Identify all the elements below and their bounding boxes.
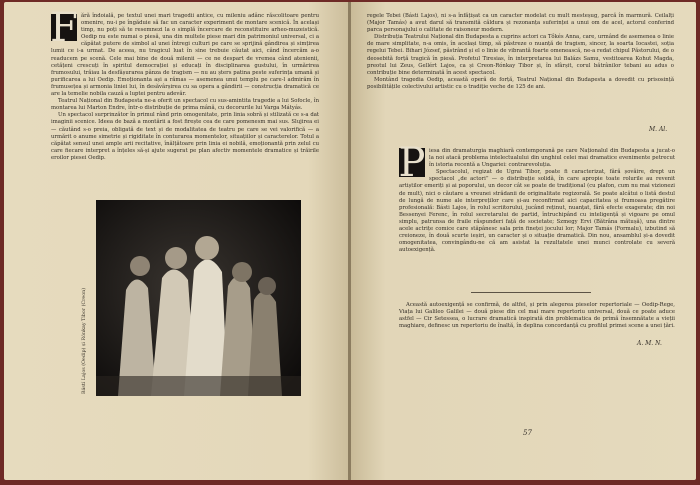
dropcap-letter: P (398, 139, 426, 186)
signature-top: M. Al. (649, 126, 668, 133)
left-paragraph: ără îndoială, pe textul unei mari tragedii antice, cu mileniu adânc răscolitoare pentru omenire, nu-i pe îngăduie să fac un caracter experiment de montare scenică. În același timp, nu poți să te resemnezi la o simplă încercare de reconstituire arheo-muzeistică. Oedip nu este numai o piesă, una din multele piese mari din patrimoniul universal, ci a căpătat putere de simbol al unei întregi culturi pe care se sprijină gândirea și simțirea lumii ce i-a urmat. De aceea, nu tragicul luat în sine trebuie căutat aici, când încercăm a-o readucem pe scenă. Cele mai bine de două milenii — ce ne despart de vremea când atenienii, cetățeni crescuți în spiritul democrației și educați în disciplinarea gustului, în urmărirea frumosului, trăiau la desfășurarea pânza de tragism — nu au șters patina peste suferința umană și purificarea a lui Oedip. Emoționanta ași a rămas — asemenea unui templu pe care-l admirăm în frumusețea și armonia liniei lui, în desăvârșirea cu sa opera a gândirii — construcția dramatică ce are la temelie nobila cauză a luptei pentru adevăr. (51, 13, 319, 98)
signature-bottom: A. M. N. (637, 340, 662, 347)
photo-scene (96, 200, 301, 396)
right-paragraph: regele Tebei (Básti Lajos), ni s-a înfățișat ca un caracter modelat cu mult mesteșug, parcă în marmură. Ceilalți (Major Tamás) a avut darul să transmită căldura și rezonanța suferinței a unui om de acel, actorul conferind parca personajului o calitate de raisoneur modern. (367, 13, 674, 34)
right-bottom-text (399, 302, 675, 332)
right-paragraph: Montând tragedia Oedip, această operă de forță, Teatrul Național din Budapesta a dovedit cu prisosință posibilitățile colectivului artistic cu o tradiție veche de 125 de ani. (367, 76, 674, 90)
right-top-text (367, 13, 674, 125)
section-divider (471, 292, 591, 293)
right-paragraph: Această autoexigență se confirmă, de altfel, și prin alegerea pieselor repertoriale — Oedip-Rege, Viața lui Galileo Galilei — două piese din cel mai mare repertoriu universal, două ce poate aduce astfel — Cir Setessea, o lucrare dramatică inspirată din problematica de primă însemnătate a vieții maghiare, definesc un repertoriu de înaltă, în deplina concordanță cu profilul primei scene a unei țări. (399, 302, 675, 330)
right-paragraph: iesa din dramaturgia maghiară contemporană pe care Naționalul din Budapesta a jucat-o la noi atacă problema intelectualului din unghiul celei mai dramatice evenimente petrecut în istoria recentă a Ungariei: contrarevoluția. (429, 148, 675, 169)
right-paragraph: Distribuția Teatrului Național din Budapesta a cuprins actori ca Tőkés Anna, care, urmând de asemenea o linie de mare simplitate, n-a omis, în același timp, să păstreze o nuanță de tragism, sincer, la soarta Iocastei, soția regelui Tebei. Bihari József, păstrând și el o linie de vibrantă foarte omenească, ne-a redat chipul Păstorului, de o deosebită forță tragică în piesă. Profetul Tiresias, în interpretarea lui Balázs Samu, vestitoarea Kohut Magda, preotul lui Zeus, Gellért Lajos, ca și Creon-Rónkay Tibor și, în sfârșit, corul bătrânilor tebani au adus o contribuție bine determinată în acest spectacol. (367, 34, 674, 76)
left-page (4, 2, 349, 480)
left-paragraph: Un spectacol surprinzător în primul rând prin omogenitate, prin linia sobră și stilizată ce s-a dat imaginii scenice. Ideea de bază a montării a fost firește cea de care pomenesm mai sus. Slujirea ei — căutând s-o preia, obligată de text și de modalitatea de teatru pe care se vei valorifică — a urmărit o anume simetrie și rigiditate în conturarea momentelor, situațiilor și caracterelor. Totul a căpătat sensul unei ample arii recitative, înălțătoare prin linia ei nobilă, emoționantă prin zelul cu care fiecare interpret a înțeles să-și ajute sugerat pe plan afectiv momentele dramatice și trăirile eroilor piesei Oedip. (51, 112, 319, 161)
photo-caption: Bástí Lajos (Oedip) și Rónkay Tibor (Creon) (82, 287, 87, 394)
right-page (351, 2, 696, 480)
right-middle-text (399, 148, 675, 288)
left-paragraph: Teatrul Național din Budapesta ne-a oferit un spectacol cu sus-amintita tragedie a lui Sofocle, în montarea lui Marton Endre, într-o distribuție de prima mână, cu decorurile lui Varga Mátyás. (51, 98, 319, 112)
left-article-text (51, 13, 319, 193)
magazine-spread (4, 2, 696, 482)
dropcap-letter: F (50, 4, 78, 51)
theater-photo (96, 200, 301, 396)
page-number: 57 (523, 429, 532, 437)
right-paragraph: Spectacolul, regizat de Ugrai Tibor, poate fi caracterizat, fără șovăire, drept un spectacol „de actori” — o distribuție solidă, în care apropie toate rolurile au revenit artiștilor emeriți și ai poporului, un decor cât se poate de tradițional (cu plafon, cum nu mai vizionezi de mult), nici o căutare a vreunei strădanii de originalitate regizorală. Se poate alcătui o listă destul de lungă de nume ale interpreților care și-au reconfirmat aici capacitatea și frumoasa pregătire profesională: Básti Lajos, în rolul scriitorului, jucând reținut, nuanțat, fără efecte exagerate; din noi Bessenyei Ferenc, în rolul secretarului de partid, întruchipând cu inteligență și vigoare pe omul simplu, patrunsa de fraile răspunderi față de societate; Szmegy Ervi (Bătrâna mătușă), una dintre acele actrițe comice care stăpânesc sala prin fineței jocului lor; Major Tamás (Formalu), izbutind să creioneze, în două scurte ieșiri, un caracter și o situație dramatică. Din nou, ansamblul și-a dovedit omogenitatea, convingându-ne că am asistat la rezultatele unei munci controlate cu severă autoexigență. (399, 169, 675, 254)
